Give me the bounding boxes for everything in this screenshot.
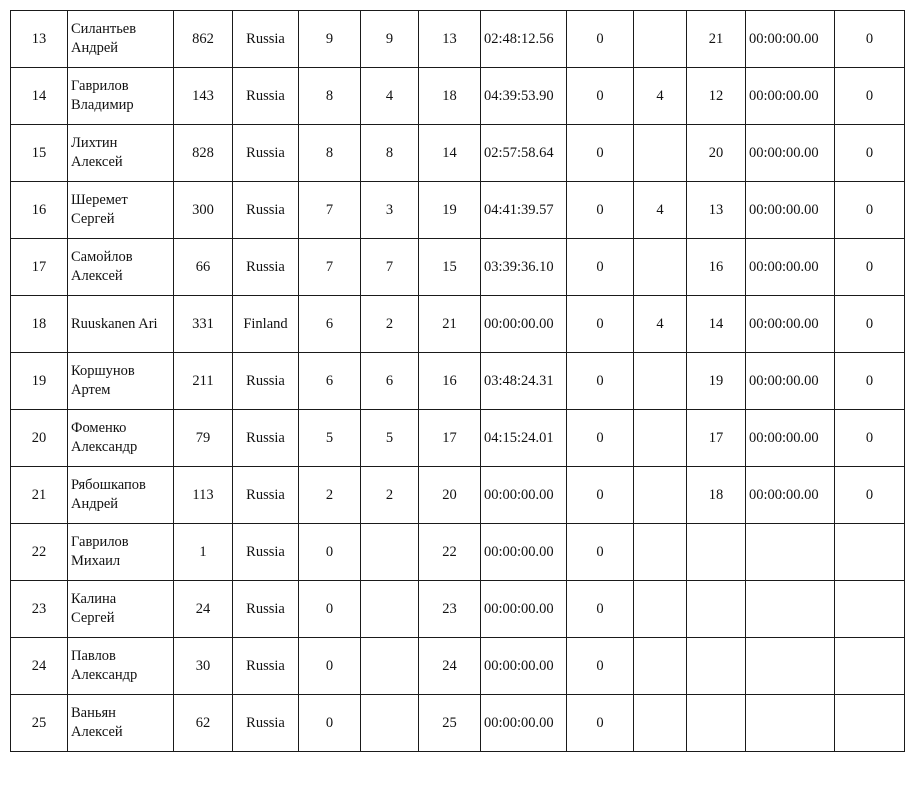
bonus-cell [634, 467, 687, 524]
points-cell: 0 [299, 524, 361, 581]
stage-rank-cell: 13 [687, 182, 746, 239]
rank-cell: 13 [419, 11, 481, 68]
second-line-name: Алексей [71, 154, 123, 170]
table-row [11, 581, 905, 638]
bib-number-cell: 828 [174, 125, 233, 182]
athlete-name-cell [68, 638, 174, 695]
first-line-name: Рябошкапов [71, 477, 146, 494]
bonus-cell: 4 [634, 296, 687, 353]
time-cell: 00:00:00.00 [481, 524, 567, 581]
penalty-cell: 0 [567, 524, 634, 581]
penalty-cell: 0 [567, 467, 634, 524]
second-line-name: Сергей [71, 610, 115, 626]
first-line-name: Павлов [71, 648, 116, 665]
position-cell: 23 [11, 581, 68, 638]
position-cell: 21 [11, 467, 68, 524]
second-line-name: Алексей [71, 268, 123, 284]
position-cell: 22 [11, 524, 68, 581]
bib-number-cell: 66 [174, 239, 233, 296]
penalty-cell: 0 [567, 68, 634, 125]
score-cell [361, 638, 419, 695]
stage-time-cell [746, 638, 835, 695]
bonus-cell [634, 353, 687, 410]
score-cell: 2 [361, 296, 419, 353]
penalty-cell: 0 [567, 11, 634, 68]
athlete-name-cell [68, 11, 174, 68]
stage-penalty-cell [835, 695, 905, 752]
position-cell: 16 [11, 182, 68, 239]
country-cell: Russia [233, 467, 299, 524]
table-row [11, 695, 905, 752]
rank-cell: 14 [419, 125, 481, 182]
score-cell: 8 [361, 125, 419, 182]
points-cell: 6 [299, 296, 361, 353]
score-cell: 5 [361, 410, 419, 467]
second-line-name: Александр [71, 667, 138, 683]
stage-penalty-cell [835, 638, 905, 695]
rank-cell: 21 [419, 296, 481, 353]
stage-time-cell [746, 695, 835, 752]
athlete-name-cell [68, 296, 174, 353]
second-line-name: Алексей [71, 724, 123, 740]
points-cell: 6 [299, 353, 361, 410]
bonus-cell [634, 638, 687, 695]
results-table [10, 10, 905, 752]
position-cell: 17 [11, 239, 68, 296]
position-cell: 14 [11, 68, 68, 125]
table-row [11, 410, 905, 467]
rank-cell: 17 [419, 410, 481, 467]
penalty-cell: 0 [567, 296, 634, 353]
penalty-cell: 0 [567, 581, 634, 638]
position-cell: 13 [11, 11, 68, 68]
country-cell: Russia [233, 11, 299, 68]
country-cell: Russia [233, 638, 299, 695]
time-cell: 02:48:12.56 [481, 11, 567, 68]
second-line-name: Михаил [71, 553, 121, 569]
bib-number-cell: 79 [174, 410, 233, 467]
table-body [11, 11, 905, 752]
first-line-name: Гаврилов [71, 534, 129, 551]
stage-rank-cell: 17 [687, 410, 746, 467]
bonus-cell: 4 [634, 68, 687, 125]
bib-number-cell: 24 [174, 581, 233, 638]
penalty-cell: 0 [567, 410, 634, 467]
rank-cell: 18 [419, 68, 481, 125]
full-name: Ruuskanen Ari [71, 315, 158, 332]
points-cell: 8 [299, 125, 361, 182]
score-cell: 2 [361, 467, 419, 524]
rank-cell: 16 [419, 353, 481, 410]
position-cell: 20 [11, 410, 68, 467]
stage-time-cell: 00:00:00.00 [746, 68, 835, 125]
athlete-name-cell [68, 695, 174, 752]
rank-cell: 19 [419, 182, 481, 239]
athlete-name-cell [68, 353, 174, 410]
bib-number-cell: 30 [174, 638, 233, 695]
penalty-cell: 0 [567, 638, 634, 695]
first-line-name: Калина [71, 591, 117, 608]
penalty-cell: 0 [567, 182, 634, 239]
bib-number-cell: 113 [174, 467, 233, 524]
bib-number-cell: 62 [174, 695, 233, 752]
stage-time-cell: 00:00:00.00 [746, 353, 835, 410]
bib-number-cell: 331 [174, 296, 233, 353]
penalty-cell: 0 [567, 125, 634, 182]
points-cell: 0 [299, 638, 361, 695]
athlete-name-cell [68, 182, 174, 239]
athlete-name-cell [68, 524, 174, 581]
time-cell: 03:48:24.31 [481, 353, 567, 410]
score-cell: 9 [361, 11, 419, 68]
country-cell: Russia [233, 239, 299, 296]
bonus-cell [634, 11, 687, 68]
stage-time-cell [746, 581, 835, 638]
first-line-name: Гаврилов [71, 78, 129, 95]
athlete-name-cell [68, 68, 174, 125]
rank-cell: 22 [419, 524, 481, 581]
stage-penalty-cell: 0 [835, 182, 905, 239]
stage-time-cell: 00:00:00.00 [746, 125, 835, 182]
stage-rank-cell: 14 [687, 296, 746, 353]
table-row [11, 524, 905, 581]
second-line-name: Сергей [71, 211, 115, 227]
bonus-cell [634, 524, 687, 581]
athlete-name-cell [68, 239, 174, 296]
position-cell: 24 [11, 638, 68, 695]
time-cell: 04:41:39.57 [481, 182, 567, 239]
time-cell: 00:00:00.00 [481, 638, 567, 695]
stage-penalty-cell: 0 [835, 239, 905, 296]
table-row [11, 638, 905, 695]
bonus-cell: 4 [634, 182, 687, 239]
stage-rank-cell: 16 [687, 239, 746, 296]
rank-cell: 25 [419, 695, 481, 752]
score-cell [361, 524, 419, 581]
bonus-cell [634, 239, 687, 296]
bonus-cell [634, 581, 687, 638]
stage-penalty-cell: 0 [835, 68, 905, 125]
second-line-name: Александр [71, 439, 138, 455]
time-cell: 04:39:53.90 [481, 68, 567, 125]
country-cell: Russia [233, 695, 299, 752]
stage-penalty-cell: 0 [835, 296, 905, 353]
time-cell: 00:00:00.00 [481, 296, 567, 353]
points-cell: 8 [299, 68, 361, 125]
stage-rank-cell [687, 581, 746, 638]
stage-penalty-cell: 0 [835, 353, 905, 410]
first-line-name: Фоменко [71, 420, 127, 437]
bib-number-cell: 1 [174, 524, 233, 581]
second-line-name: Андрей [71, 496, 119, 512]
bonus-cell [634, 410, 687, 467]
bib-number-cell: 143 [174, 68, 233, 125]
stage-time-cell: 00:00:00.00 [746, 467, 835, 524]
points-cell: 5 [299, 410, 361, 467]
stage-time-cell: 00:00:00.00 [746, 410, 835, 467]
bib-number-cell: 300 [174, 182, 233, 239]
second-line-name: Артем [71, 382, 111, 398]
table-row [11, 239, 905, 296]
table-row [11, 467, 905, 524]
position-cell: 25 [11, 695, 68, 752]
rank-cell: 23 [419, 581, 481, 638]
table-row [11, 68, 905, 125]
position-cell: 15 [11, 125, 68, 182]
stage-penalty-cell: 0 [835, 410, 905, 467]
first-line-name: Коршунов [71, 363, 135, 380]
athlete-name-cell [68, 467, 174, 524]
country-cell: Russia [233, 524, 299, 581]
stage-time-cell: 00:00:00.00 [746, 239, 835, 296]
table-row [11, 125, 905, 182]
score-cell: 6 [361, 353, 419, 410]
score-cell [361, 581, 419, 638]
penalty-cell: 0 [567, 695, 634, 752]
stage-penalty-cell: 0 [835, 125, 905, 182]
points-cell: 2 [299, 467, 361, 524]
table-row [11, 296, 905, 353]
stage-penalty-cell: 0 [835, 11, 905, 68]
second-line-name: Владимир [71, 97, 134, 113]
table-row [11, 353, 905, 410]
time-cell: 02:57:58.64 [481, 125, 567, 182]
time-cell: 00:00:00.00 [481, 581, 567, 638]
first-line-name: Шеремет [71, 192, 128, 209]
penalty-cell: 0 [567, 353, 634, 410]
stage-penalty-cell [835, 524, 905, 581]
rank-cell: 15 [419, 239, 481, 296]
score-cell: 3 [361, 182, 419, 239]
score-cell: 7 [361, 239, 419, 296]
stage-time-cell: 00:00:00.00 [746, 182, 835, 239]
country-cell: Russia [233, 125, 299, 182]
stage-time-cell: 00:00:00.00 [746, 296, 835, 353]
table-row [11, 182, 905, 239]
first-line-name: Силантьев [71, 21, 137, 38]
country-cell: Finland [233, 296, 299, 353]
position-cell: 19 [11, 353, 68, 410]
first-line-name: Ваньян [71, 705, 116, 722]
time-cell: 00:00:00.00 [481, 695, 567, 752]
stage-rank-cell: 20 [687, 125, 746, 182]
table-row [11, 11, 905, 68]
stage-penalty-cell: 0 [835, 467, 905, 524]
stage-rank-cell [687, 524, 746, 581]
rank-cell: 20 [419, 467, 481, 524]
stage-rank-cell: 18 [687, 467, 746, 524]
points-cell: 9 [299, 11, 361, 68]
penalty-cell: 0 [567, 239, 634, 296]
stage-rank-cell: 21 [687, 11, 746, 68]
country-cell: Russia [233, 68, 299, 125]
stage-time-cell: 00:00:00.00 [746, 11, 835, 68]
points-cell: 7 [299, 239, 361, 296]
time-cell: 00:00:00.00 [481, 467, 567, 524]
score-cell: 4 [361, 68, 419, 125]
athlete-name-cell [68, 410, 174, 467]
score-cell [361, 695, 419, 752]
country-cell: Russia [233, 410, 299, 467]
rank-cell: 24 [419, 638, 481, 695]
country-cell: Russia [233, 581, 299, 638]
stage-rank-cell [687, 695, 746, 752]
bib-number-cell: 862 [174, 11, 233, 68]
country-cell: Russia [233, 353, 299, 410]
athlete-name-cell [68, 581, 174, 638]
stage-rank-cell: 12 [687, 68, 746, 125]
stage-rank-cell: 19 [687, 353, 746, 410]
stage-penalty-cell [835, 581, 905, 638]
points-cell: 0 [299, 695, 361, 752]
first-line-name: Лихтин [71, 135, 118, 152]
bonus-cell [634, 125, 687, 182]
first-line-name: Самойлов [71, 249, 133, 266]
bib-number-cell: 211 [174, 353, 233, 410]
position-cell: 18 [11, 296, 68, 353]
stage-time-cell [746, 524, 835, 581]
time-cell: 03:39:36.10 [481, 239, 567, 296]
points-cell: 7 [299, 182, 361, 239]
stage-rank-cell [687, 638, 746, 695]
points-cell: 0 [299, 581, 361, 638]
country-cell: Russia [233, 182, 299, 239]
second-line-name: Андрей [71, 40, 119, 56]
bonus-cell [634, 695, 687, 752]
athlete-name-cell [68, 125, 174, 182]
time-cell: 04:15:24.01 [481, 410, 567, 467]
